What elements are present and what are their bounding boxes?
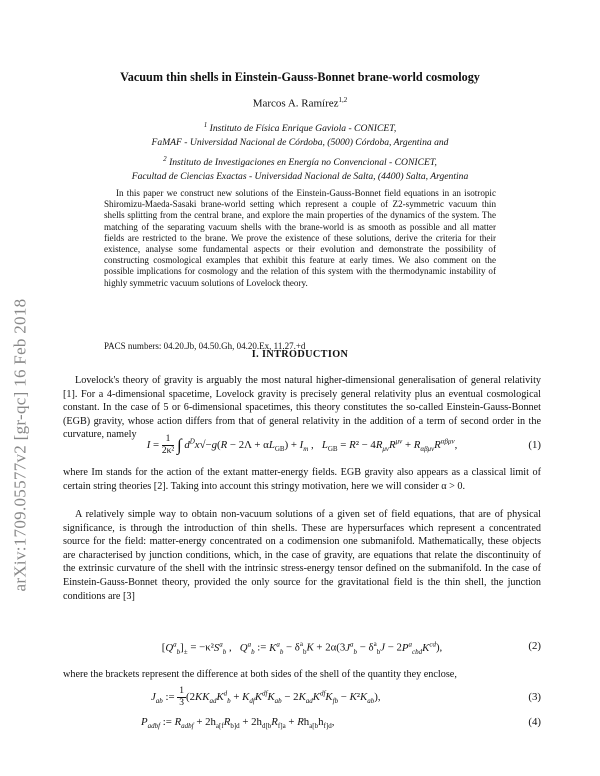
paragraph-2: where Im stands for the action of the extant matter-energy fields. EGB gravity also appears as a classical limit of certain string theories [2]. Taking into account this stringy motivation, here we will consider α > 0. (63, 467, 541, 492)
affiliation-2-line2: Facultad de Ciencias Exactas - Universidad Nacional de Salta, (4400) Salta, Argentina (131, 171, 469, 183)
equation-3-number: (3) (528, 691, 541, 703)
paragraph-3: A relatively simple way to obtain non-vacuum solutions of a given set of field equations, that are of physical significance, is through the introduction of thin shells. These are hypersurfaces which represent a concentrated source for the field: matter-energy concentrated on a codimension one submanifold. Mathematically, these objects are characterised by junction conditions, which, in the case of gravity, are equations that relate the discontinuity of the extrinsic curvature of the shell with the intrinsic stress-energy tensor defined on the submanifold. In the case of Einstein-Gauss-Bonnet theory, provided the only source for the gravitational field is the thin shell, the junction conditions are [3] (63, 509, 541, 602)
affiliation-2 (60, 152, 540, 184)
author-affiliation-marks: 1,2 (338, 96, 348, 104)
pacs-numbers: PACS numbers: 04.20.Jb, 04.50.Gh, 04.20.Ex, 11.27.+d (104, 341, 306, 351)
paragraph-4: where the brackets represent the difference at both sides of the shell of the quantity they enclose, (63, 669, 457, 680)
equation-4-body: $P_{adbf}$ := $R_{adbf} + 2h_{a[f}R_{b]d} + 2h_{d[b}R_{f]a} + Rh_{a[b}h_{f]d}$, (141, 716, 335, 731)
affiliation-1-line2: FaMAF - Universidad Nacional de Córdoba, (5000) Córdoba, Argentina and (151, 137, 449, 149)
equation-2-number: (2) (528, 640, 541, 652)
paragraph-1: Lovelock's theory of gravity is arguably the most natural higher-dimensional generalisation of general relativity [1]. For a 4-dimensional spacetime, Lovelock gravity is precisely general relativity plus an eventual cosmological constant. In the case of 5 or 6-dimensional spacetimes, this theory constitutes the so-called Einstein-Gauss-Bonnet (EGB) gravity, whose action differs from that of general relativity in the addition of a term of second order in the curvature, namely (63, 375, 541, 441)
equation-1 (63, 434, 541, 460)
equation-2-body: $[Q^a_b]_\pm = -\kappa^2S^a_b$ , $Q^a_b$ := $K^a_b - \delta^a_bK + 2\alpha(3J^a_b - \delta^a_bJ - 2P^a_{cbd}K^{cd})$, (161, 640, 443, 656)
paper-title: Vacuum thin shells in Einstein-Gauss-Bonnet brane-world cosmology (120, 70, 480, 84)
abstract-text: In this paper we construct new solutions of the Einstein-Gauss-Bonnet field equations in an isotropic Shiromizu-Maeda-Sasaki brane-world setting which represent a couple of Z2-symmetric vacuum thin shells splitting from the central brane, and explore the main properties of the dynamics of the system. The matching of the separating vacuum shells with the brane-world is as smooth as possible and all matter fields are restricted to the brane. We prove the existence of these solutions, derive the criteria for their existence, analyse some fundamental aspects or their evolution and demonstrate the possibility of constructing cosmological examples that exhibit this feature at early times. We also comment on the possible implications for cosmology and the relation of this system with the thermodynamic instability of highly symmetric vacuum solutions of Lovelock theory. (104, 188, 496, 288)
affiliation-1 (60, 118, 540, 150)
arxiv-id-text: arXiv:1709.05577v2 [gr-qc] 16 Feb 2018 (10, 298, 29, 592)
affiliation-2-line1: $^2$ Instituto de Investigaciones en Energía no Convencional - CONICET, (163, 155, 437, 169)
equation-1-number: (1) (528, 439, 541, 451)
abstract (104, 188, 496, 289)
arxiv-identifier (0, 230, 40, 660)
equation-4 (63, 716, 541, 734)
equation-1-body: I = $\frac{1}{\text{2κ²}}$ ∫ $d^Dx√-g(R - 2\Lambda + \alpha L_{GB}) + I_m$ , $L_{GB} = R^2 - 4R_{\mu\nu}R^{\mu\nu} + R_{\alpha\beta\mu\nu}R^{\alpha\beta\mu\nu}$, (146, 434, 458, 456)
author-line (0, 96, 600, 110)
equation-4-number: (4) (528, 716, 541, 728)
author-name: Marcos A. Ramírez (252, 97, 339, 110)
equation-3-body: $J_{ab}$ := $\frac{1}{3}$ $(2KK_{ad}K^d_b + K_{df}K^{df}K_{ab} - 2K_{ad}K^{df}K_{fb} - K^2K_{ab})$, (151, 686, 381, 708)
section-heading-introduction: I. INTRODUCTION (251, 349, 349, 360)
affiliation-1-line1: $^1$ Instituto de Física Enrique Gaviola - CONICET, (203, 121, 397, 135)
equation-2 (63, 640, 541, 658)
equation-3 (63, 686, 541, 712)
